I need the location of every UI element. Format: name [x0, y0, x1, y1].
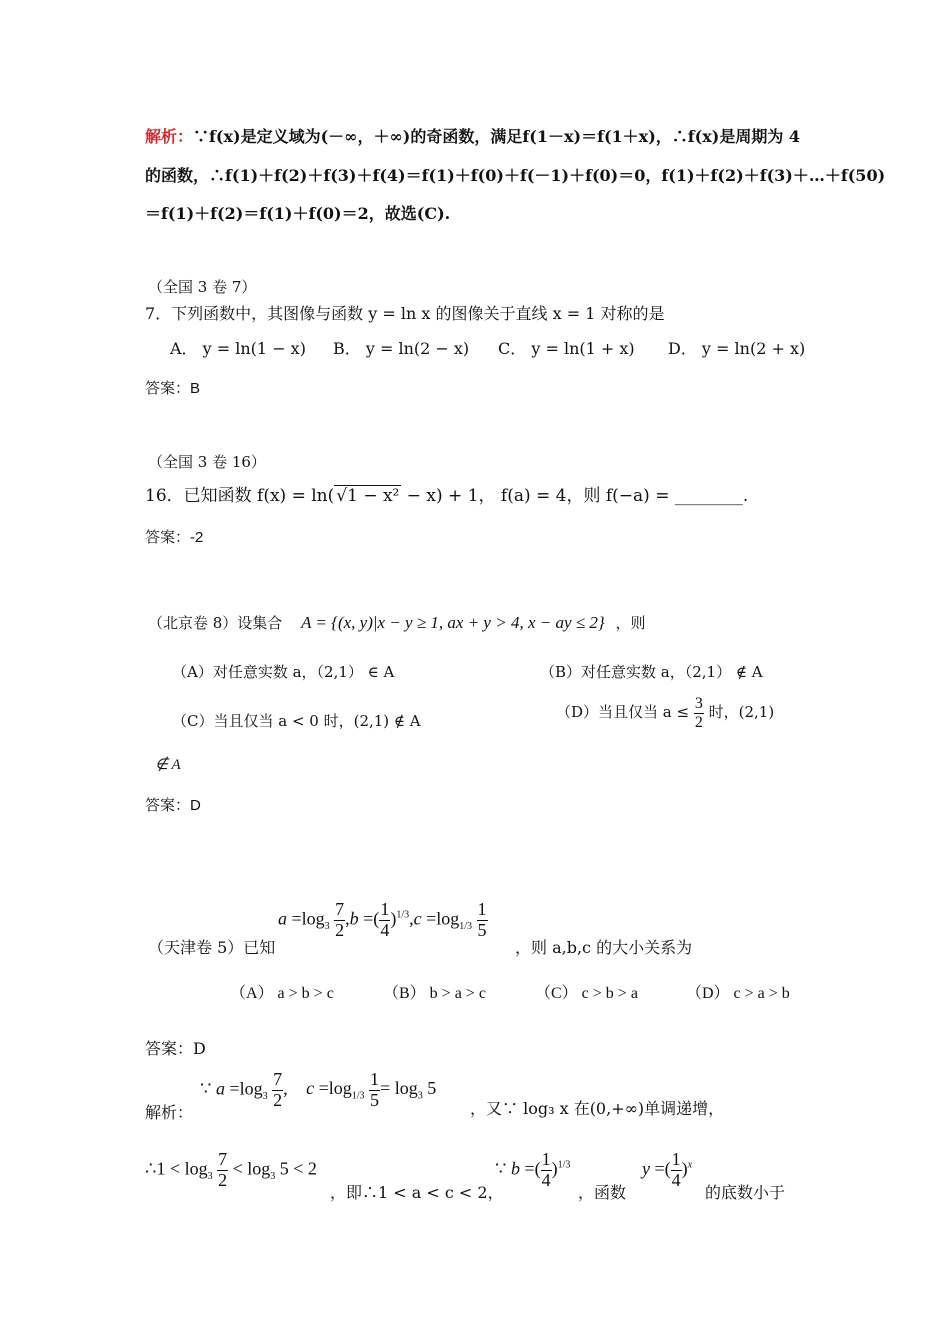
q8-set: A = {(x, y)|x − y ≥ 1, ax + y > 4, x − ay ≤ 2} [301, 613, 605, 632]
q8-option-a: （A）对任意实数 a，（2,1） ∈ A [172, 663, 395, 681]
solution-line-3: ＝f(1)＋f(2)＝f(1)＋f(0)＝2，故选(C). [145, 204, 451, 223]
q5-solution-line2-mid: ，即∴1 < a < c < 2， [330, 1183, 504, 1202]
q5-given: $a =\log_3$ $\frac{7}{2}$ ,b =( $\frac{1}{4}$ )$^{1/3},c =\log_{1/3}$ $\frac{1}{5}$ [278, 899, 487, 940]
q16-source: （全国 3 卷 16） [148, 453, 266, 471]
q16-radicand: 1 − x² [347, 486, 400, 506]
q5-solution-func: y =( $\frac{1}{4}$ )$^x$ [642, 1149, 693, 1190]
q5-solution-line2-end: ，函数 [578, 1183, 627, 1202]
q7-option-b: B． y = ln(2 − x) [333, 339, 470, 358]
q7-option-a: A． y = ln(1 − x) [170, 339, 306, 358]
q7-option-d: D． y = ln(2 + x) [668, 339, 806, 358]
q8-option-d-continued: ∉ A [155, 757, 181, 773]
q5-answer: 答案：D [145, 1039, 206, 1058]
q5-prefix: （天津卷 5）已知 [148, 938, 276, 957]
q8-answer: 答案：D [145, 797, 201, 814]
q5-solution-a: ∵ $a =\log_3$ $\frac{7}{2}$ , $c =\log_{1/3}$ $\frac{1}{5}$ = $\log_3 5$ [200, 1069, 437, 1110]
q16-stem: 16．已知函数 f(x) = ln( √1 − x² − x) + 1， f(a) = 4，则 f(−a) = ________. [145, 486, 749, 506]
q5-solution-line2-tail: 的底数小于 [705, 1183, 786, 1202]
q7-source: （全国 3 卷 7） [148, 278, 257, 296]
solution-label: 解析： [145, 127, 194, 146]
q5-option-a: （A） a > b > c [230, 985, 334, 1002]
q5-option-c: （C） c > b > a [535, 985, 638, 1002]
q7-answer: 答案：B [145, 380, 201, 397]
q7-option-c: C． y = ln(1 + x) [498, 339, 635, 358]
q8-option-c: （C）当且仅当 a < 0 时，(2,1) ∉ A [172, 712, 421, 730]
solution-line-2: 的函数，∴f(1)＋f(2)＋f(3)＋f(4)＝f(1)＋f(0)＋f(－1)＋f(0)＝0，f(1)＋f(2)＋f(3)＋…＋f(50) [145, 166, 886, 185]
q16-answer: 答案：-2 [145, 529, 204, 546]
q5-suffix: ，则 a,b,c 的大小关系为 [515, 938, 693, 957]
q5-option-b: （B） b > a > c [383, 985, 486, 1002]
q8-stem: （北京卷 8）设集合 A = {(x, y)|x − y ≥ 1, ax + y > 4, x − ay ≤ 2} ，则 [148, 613, 646, 632]
q5-option-d: （D） c > a > b [686, 985, 790, 1002]
q8-option-d: （D）当且仅当 a ≤ $\frac{3}{2}$ 时，(2,1) [556, 695, 775, 731]
solution-line-1: 解析：∵f(x)是定义域为(－∞，＋∞)的奇函数，满足f(1－x)＝f(1＋x)，∴f(x)是周期为 4 [145, 127, 801, 146]
q5-solution-line1: ，又∵ log₃ x 在(0,+∞)单调递增， [470, 1099, 725, 1118]
q5-solution-ineq: ∴1 < $\log_3$ $\frac{7}{2}$ < $\log_3 5 < 2$ [145, 1149, 317, 1190]
q5-solution-label: 解析： [145, 1103, 194, 1122]
q8-option-b: （B）对任意实数 a，（2,1） ∉ A [540, 663, 763, 681]
q5-solution-b: ∵ b =( $\frac{1}{4}$ )$^{1/3}$ [495, 1149, 571, 1190]
q7-stem: 7．下列函数中，其图像与函数 y = ln x 的图像关于直线 x = 1 对称的是 [145, 304, 665, 323]
